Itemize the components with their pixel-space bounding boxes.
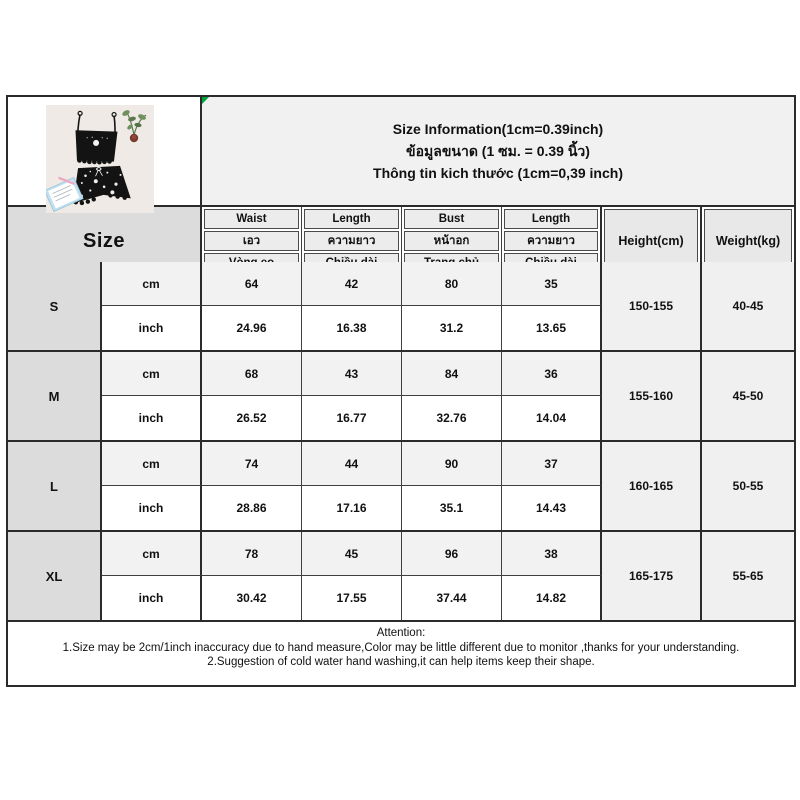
size-row-m [8,352,794,442]
bust-cm: 96 [402,532,502,576]
length1-cm: 45 [302,532,402,576]
attention-note [8,622,794,670]
weight-range: 50-55 [702,442,794,530]
length2-cm: 36 [502,352,602,396]
waist-inch: 26.52 [202,396,302,440]
weight-range: 45-50 [702,352,794,440]
bust-cm: 80 [402,262,502,306]
bust-label-th: หน้าอก [404,231,499,251]
weight-range: 55-65 [702,532,794,620]
attention-line-2: 2.Suggestion of cold water hand washing,it can help items keep their shape. [207,656,595,668]
waist-cm: 64 [202,262,302,306]
bust-inch: 37.44 [402,576,502,620]
length2-inch: 14.04 [502,396,602,440]
bust-inch: 31.2 [402,306,502,350]
length1-label-en: Length [304,209,399,229]
weight-range: 40-45 [702,262,794,350]
waist-inch: 30.42 [202,576,302,620]
attention-title: Attention: [376,627,426,639]
unit-cm: cm [102,532,202,576]
length2-inch: 14.43 [502,486,602,530]
unit-inch: inch [102,576,202,620]
bust-cm: 90 [402,442,502,486]
unit-inch: inch [102,486,202,530]
length2-label-en: Length [504,209,598,229]
title-line-vi: Thông tin kich thước (1cm=0,39 inch) [373,165,623,181]
waist-label-th: เอว [204,231,299,251]
height-range: 165-175 [602,532,702,620]
unit-cm: cm [102,262,202,306]
size-row-l [8,442,794,532]
waist-cm: 78 [202,532,302,576]
waist-label-en: Waist [204,209,299,229]
length2-cm: 38 [502,532,602,576]
title-line-en: Size Information(1cm=0.39inch) [392,121,604,137]
waist-cm: 68 [202,352,302,396]
waist-inch: 28.86 [202,486,302,530]
length2-inch: 13.65 [502,306,602,350]
unit-cm: cm [102,442,202,486]
height-range: 150-155 [602,262,702,350]
length1-label-th: ความยาว [304,231,399,251]
unit-cm: cm [102,352,202,396]
size-label: XL [8,532,102,620]
column-header-band [8,207,794,262]
length2-label-th: ความยาว [504,231,598,251]
bust-cm: 84 [402,352,502,396]
unit-inch: inch [102,396,202,440]
waist-inch: 24.96 [202,306,302,350]
length1-cm: 44 [302,442,402,486]
waist-cm: 74 [202,442,302,486]
length2-cm: 35 [502,262,602,306]
size-column-header: Size [8,207,202,275]
size-row-s [8,262,794,352]
length1-cm: 43 [302,352,402,396]
length2-cm: 37 [502,442,602,486]
size-chart-table [6,95,796,687]
weight-column-header: Weight(kg) [702,207,794,275]
title-line-th: ข้อมูลขนาด (1 ซม. = 0.39 นิ้ว) [406,143,590,159]
length1-inch: 16.77 [302,396,402,440]
length1-cm: 42 [302,262,402,306]
attention-line-1: 1.Size may be 2cm/1inch inaccuracy due to hand measure,Color may be little different due to monitor ,thanks for your understanding. [62,641,740,654]
size-row-xl [8,532,794,622]
bust-inch: 32.76 [402,396,502,440]
unit-inch: inch [102,306,202,350]
length1-inch: 17.16 [302,486,402,530]
bust-inch: 35.1 [402,486,502,530]
length1-inch: 16.38 [302,306,402,350]
size-label: M [8,352,102,440]
size-label: L [8,442,102,530]
length1-inch: 17.55 [302,576,402,620]
size-info-header [202,97,794,205]
length2-inch: 14.82 [502,576,602,620]
height-column-header: Height(cm) [602,207,702,275]
green-corner-marker [202,97,209,104]
height-range: 155-160 [602,352,702,440]
product-photo [46,105,154,213]
height-range: 160-165 [602,442,702,530]
size-label: S [8,262,102,350]
bust-label-en: Bust [404,209,499,229]
